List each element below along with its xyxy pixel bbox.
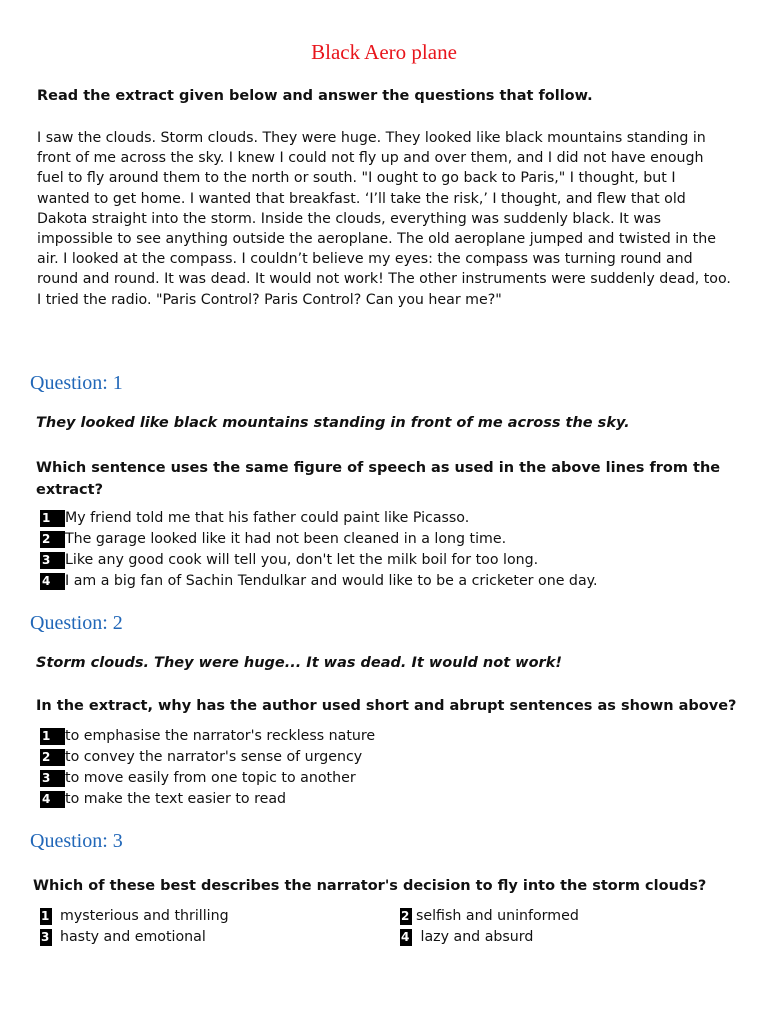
passage-line: Dakota straight into the storm. Inside the clouds, everything was suddenly black. It was [37,210,662,227]
option-text: hasty and emotional [60,929,206,945]
option-4[interactable] [400,927,533,948]
option-text: selfish and uninformed [416,908,579,924]
document-title: Black Aero plane [311,40,457,64]
option-number-badge: 4 [40,791,65,808]
option-2[interactable] [40,529,598,550]
passage-line: I saw the clouds. Storm clouds. They were huge. They looked like black mountains standing in [37,130,706,146]
option-text: to move easily from one topic to another [65,770,356,786]
question-2-options [40,726,375,810]
passage-line: I tried the radio. "Paris Control? Paris Control? Can you hear me?" [37,291,502,308]
passage-line: front of me across the sky. I knew I could not fly up and over them, and I did not have enough [37,150,704,167]
question-3-heading: Question: 3 [30,830,123,852]
option-number-badge: 1 [40,510,65,527]
option-number-badge: 2 [40,531,65,548]
option-number-badge: 3 [40,929,52,946]
option-2[interactable] [40,747,375,768]
option-number-badge: 4 [400,929,412,946]
question-1-heading: Question: 1 [30,372,123,394]
question-1-quote: They looked like black mountains standing in front of me across the sky. [36,415,630,431]
question-1-options [40,508,598,592]
question-3-prompt: Which of these best describes the narrator's decision to fly into the storm clouds? [33,878,707,894]
passage-line: air. I looked at the compass. I couldn’t believe my eyes: the compass was turning round and [37,251,693,268]
option-3[interactable] [40,927,206,948]
option-number-badge: 1 [40,908,52,925]
option-3[interactable] [40,550,598,571]
option-text: to convey the narrator's sense of urgency [65,749,363,765]
question-1-prompt: Which sentence uses the same figure of speech as used in the above lines from the extract? [36,460,721,498]
option-1[interactable] [40,726,375,747]
option-text: to emphasise the narrator's reckless nature [65,728,376,744]
passage-line: round and round. It was dead. It would not work! The other instruments were suddenly dead, too. [37,271,731,288]
passage-line: impossible to see anything outside the aeroplane. The old aeroplane jumped and twisted in the [37,231,716,248]
option-number-badge: 2 [400,908,412,925]
option-2[interactable] [400,906,579,927]
option-number-badge: 1 [40,728,65,745]
option-text: I am a big fan of Sachin Tendulkar and would like to be a cricketer one day. [65,573,598,589]
passage-line: wanted to get home. I wanted that breakfast. ‘I’ll take the risk,’ I thought, and flew that old [37,190,686,207]
instruction-text: Read the extract given below and answer the questions that follow. [37,88,593,104]
option-text: to make the text easier to read [65,791,287,807]
question-2-quote: Storm clouds. They were huge... It was dead. It would not work! [36,655,562,671]
option-text: My friend told me that his father could paint like Picasso. [65,510,470,526]
option-number-badge: 3 [40,552,65,569]
option-number-badge: 4 [40,573,65,590]
option-4[interactable] [40,789,375,810]
option-number-badge: 3 [40,770,65,787]
extract-passage [37,128,737,310]
option-text: lazy and absurd [416,929,534,945]
option-text: The garage looked like it had not been cleaned in a long time. [65,531,507,547]
passage-line: fuel to fly around them to the north or south. "I ought to go back to Paris," I thought, but I [37,170,676,187]
option-text: Like any good cook will tell you, don't let the milk boil for too long. [65,552,539,568]
option-1[interactable] [40,508,598,529]
option-number-badge: 2 [40,749,65,766]
option-1[interactable] [40,906,229,927]
option-3[interactable] [40,768,375,789]
question-2-prompt: In the extract, why has the author used short and abrupt sentences as shown above? [36,698,737,714]
option-4[interactable] [40,571,598,592]
option-text: mysterious and thrilling [60,908,229,924]
question-2-heading: Question: 2 [30,612,123,634]
